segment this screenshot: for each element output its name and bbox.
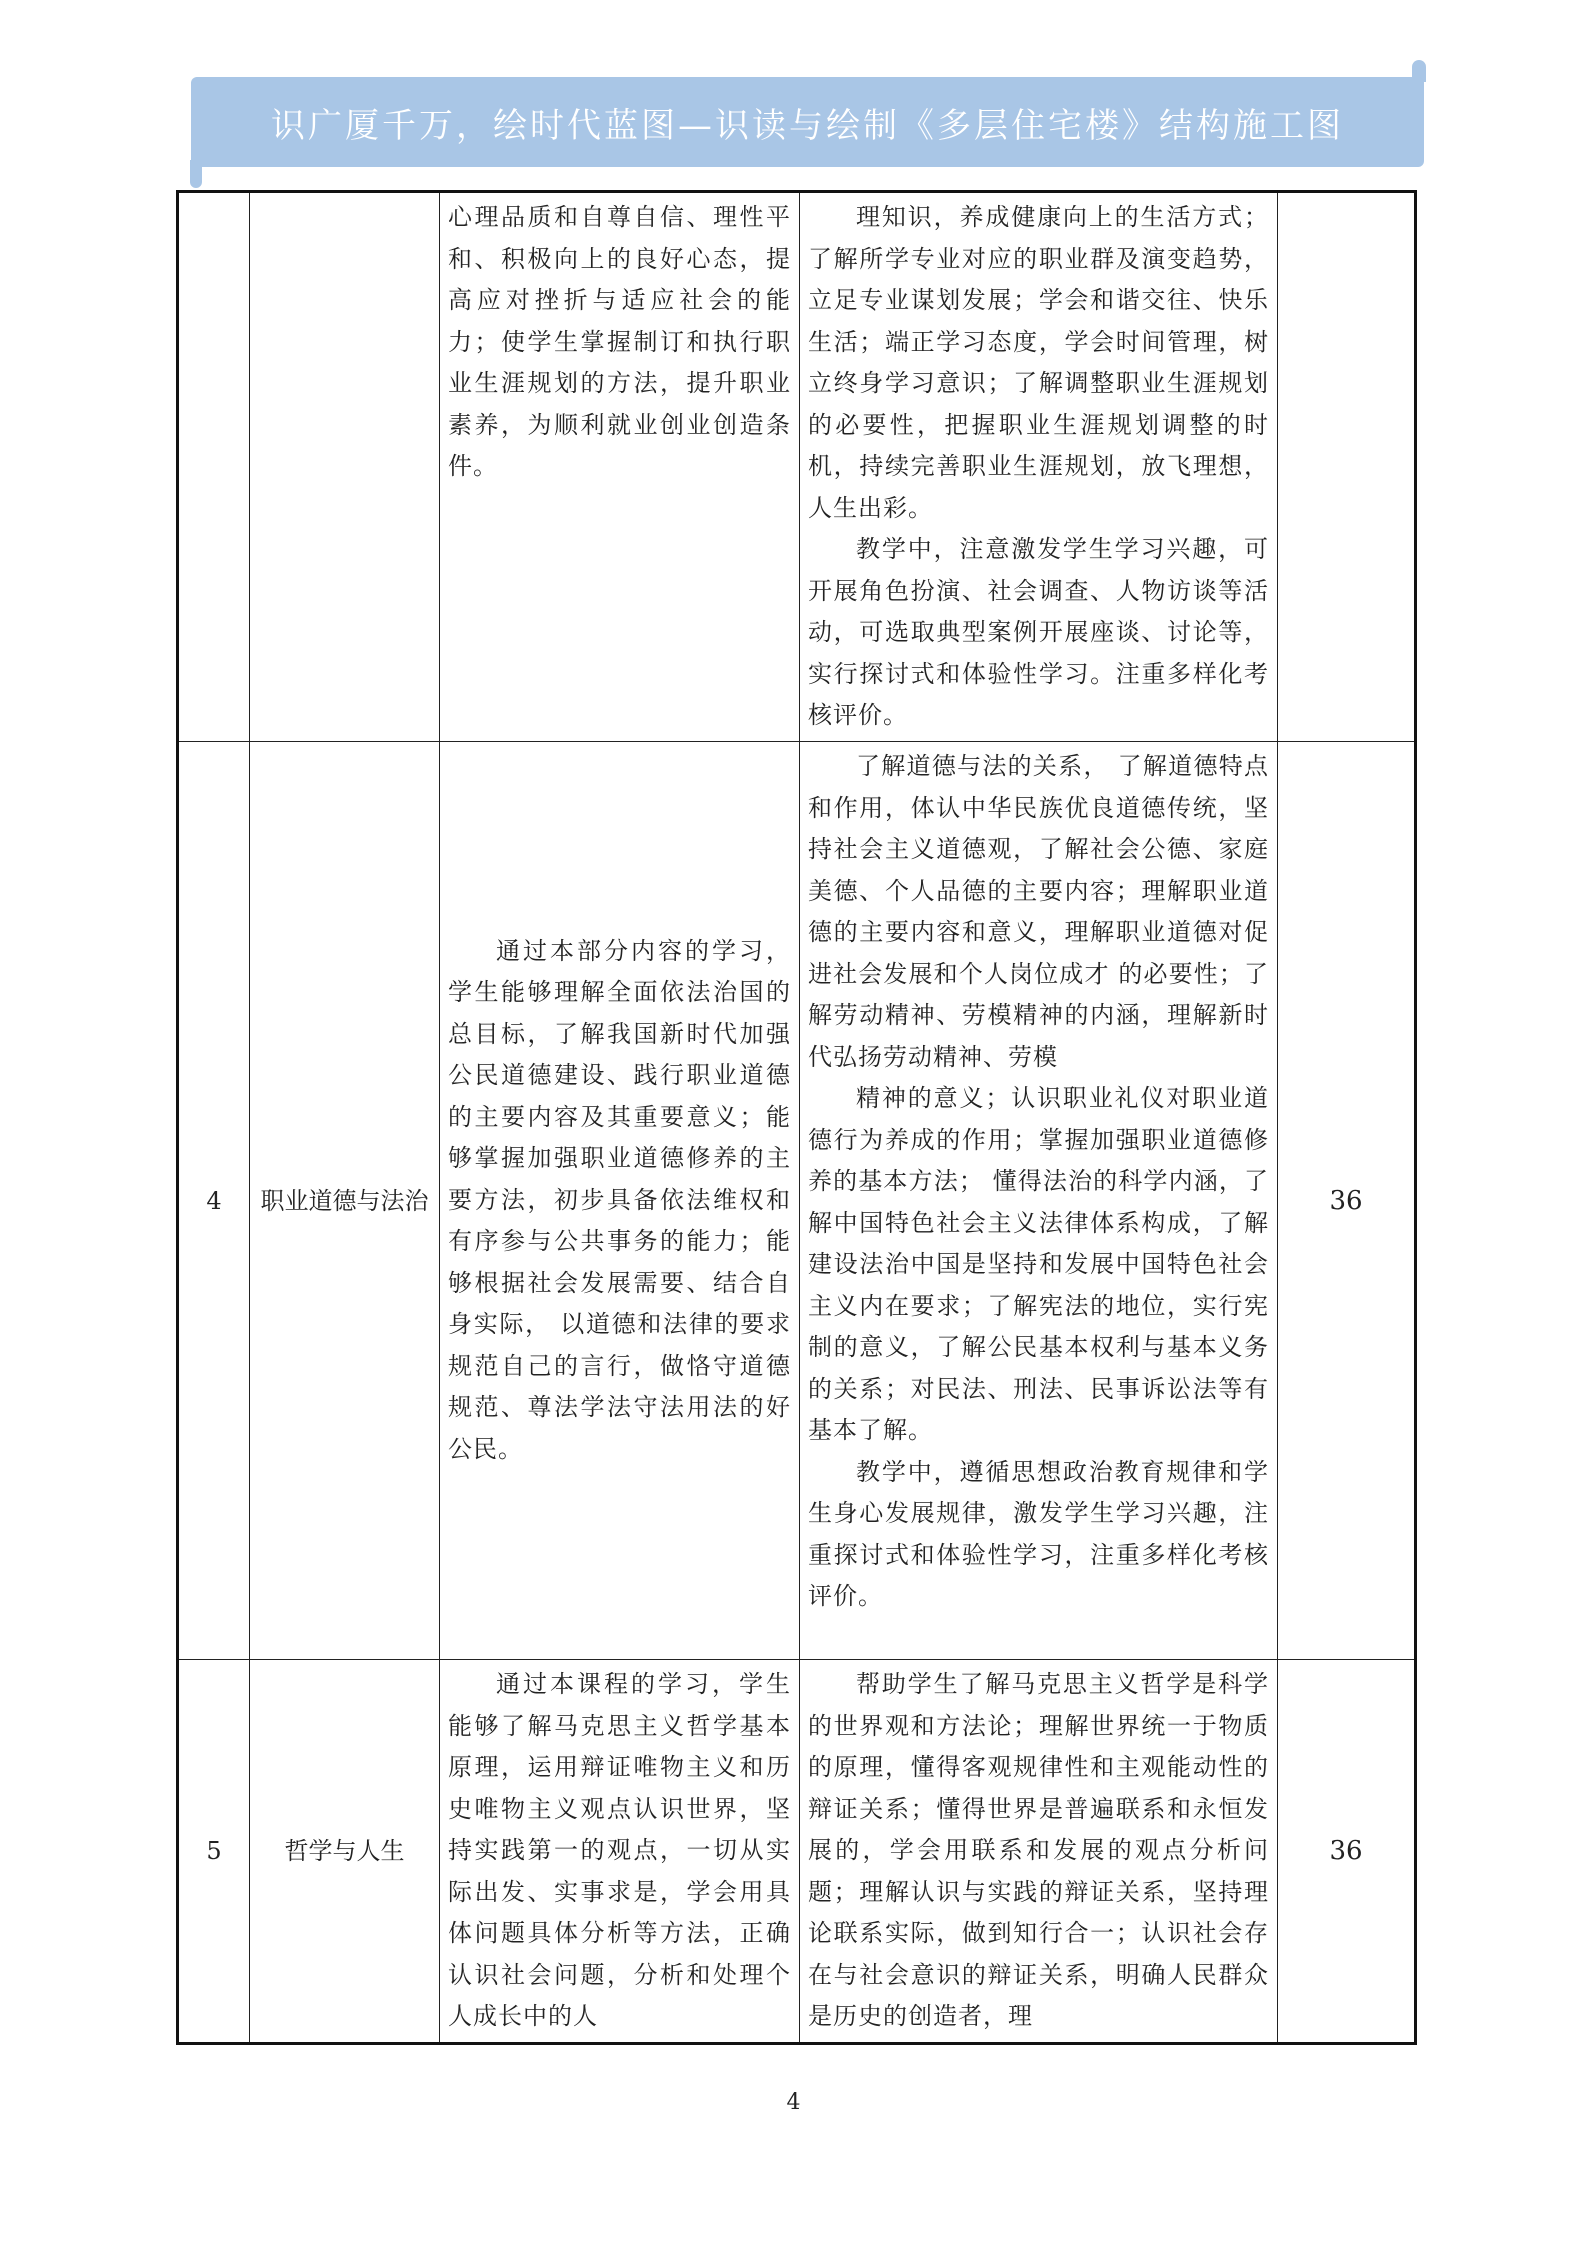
course-content-paragraph: 精神的意义；认识职业礼仪对职业道德行为养成的作用；掌握加强职业道德修养的基本方法； 懂得法治的科学内涵，了解中国特色社会主义法律体系构成，了解建设法治中国是坚持和发展中国特色社会主义内在要求；了解宪法的地位，实行宪制的意义，了解公民基本权利与基本义务的关系；对民法、刑法、民事诉讼法等有基本了解。	[808, 1084, 1269, 1444]
table-row	[178, 192, 1416, 742]
course-goal-cell	[440, 1660, 800, 2044]
page-number: 4	[786, 2090, 801, 2115]
course-name-cell: 哲学与人生	[250, 1660, 440, 2044]
table-row	[178, 742, 1416, 1660]
course-content-cell	[800, 1660, 1278, 2044]
course-goal-cell	[440, 742, 800, 1660]
course-content-paragraph: 教学中，注意激发学生学习兴趣，可开展角色扮演、社会调查、人物访谈等活动，可选取典型案例开展座谈、讨论等，实行探讨式和体验性学习。注重多样化考核评价。	[808, 535, 1269, 729]
course-name-cell	[250, 192, 440, 742]
banner-corner-tab	[190, 160, 202, 188]
row-number-cell: 4	[178, 742, 250, 1660]
course-content-paragraph: 理知识，养成健康向上的生活方式；了解所学专业对应的职业群及演变趋势，立足专业谋划发展；学会和谐交往、快乐生活；端正学习态度，学会时间管理，树立终身学习意识；了解调整职业生涯规划的必要性，把握职业生涯规划调整的时机，持续完善职业生涯规划，放飞理想，人生出彩。	[808, 203, 1269, 522]
course-content-cell	[800, 742, 1278, 1660]
course-goal-text: 通过本课程的学习，学生能够了解马克思主义哲学基本原理，运用辩证唯物主义和历史唯物主义观点认识世界，坚持实践第一的观点，一切从实际出发、实事求是，学会用具体问题具体分析等方法，正确认识社会问题，分析和处理个人成长中的人	[448, 1670, 791, 2030]
course-goal-text: 心理品质和自尊自信、理性平和、积极向上的良好心态，提高应对挫折与适应社会的能力；使学生掌握制订和执行职业生涯规划的方法，提升职业素养，为顺利就业创业创造条件。	[448, 203, 791, 480]
header-banner	[191, 77, 1424, 167]
course-hours-cell: 36	[1278, 742, 1416, 1660]
row-number-cell: 5	[178, 1660, 250, 2044]
course-goal-cell	[440, 192, 800, 742]
row-number-cell	[178, 192, 250, 742]
course-content-paragraph: 教学中，遵循思想政治教育规律和学生身心发展规律，激发学生学习兴趣，注重探讨式和体验性学习，注重多样化考核评价。	[808, 1457, 1269, 1610]
curriculum-table	[176, 190, 1417, 2045]
course-hours-cell: 36	[1278, 1660, 1416, 2044]
course-content-paragraph: 了解道德与法的关系， 了解道德特点和作用，体认中华民族优良道德传统，坚持社会主义道德观，了解社会公德、家庭美德、个人品德的主要内容；理解职业道德的主要内容和意义，理解职业道德对促进社会发展和个人岗位成才 的必要性；了解劳动精神、劳模精神的内涵，理解新时代弘扬劳动精神、劳模	[808, 752, 1269, 1071]
course-name-cell: 职业道德与法治	[250, 742, 440, 1660]
course-content-paragraph: 帮助学生了解马克思主义哲学是科学的世界观和方法论；理解世界统一于物质的原理，懂得客观规律性和主观能动性的辩证关系；懂得世界是普遍联系和永恒发展的，学会用联系和发展的观点分析问题；理解认识与实践的辩证关系，坚持理论联系实际，做到知行合一；认识社会存在与社会意识的辩证关系，明确人民群众是历史的创造者，理	[808, 1670, 1269, 2030]
course-goal-text: 通过本部分内容的学习，学生能够理解全面依法治国的总目标，了解我国新时代加强公民道德建设、践行职业道德的主要内容及其重要意义；能够掌握加强职业道德修养的主要方法，初步具备依法维权和有序参与公共事务的能力；能够根据社会发展需要、结合自身实际， 以道德和法律的要求规范自己的言行，做恪守道德规范、尊法学法守法用法的好公民。	[448, 936, 791, 1463]
course-content-cell	[800, 192, 1278, 742]
page-header-title: 识广厦千万，绘时代蓝图—识读与绘制《多层住宅楼》结构施工图	[271, 105, 1344, 146]
course-hours-cell	[1278, 192, 1416, 742]
table-row	[178, 1660, 1416, 2044]
